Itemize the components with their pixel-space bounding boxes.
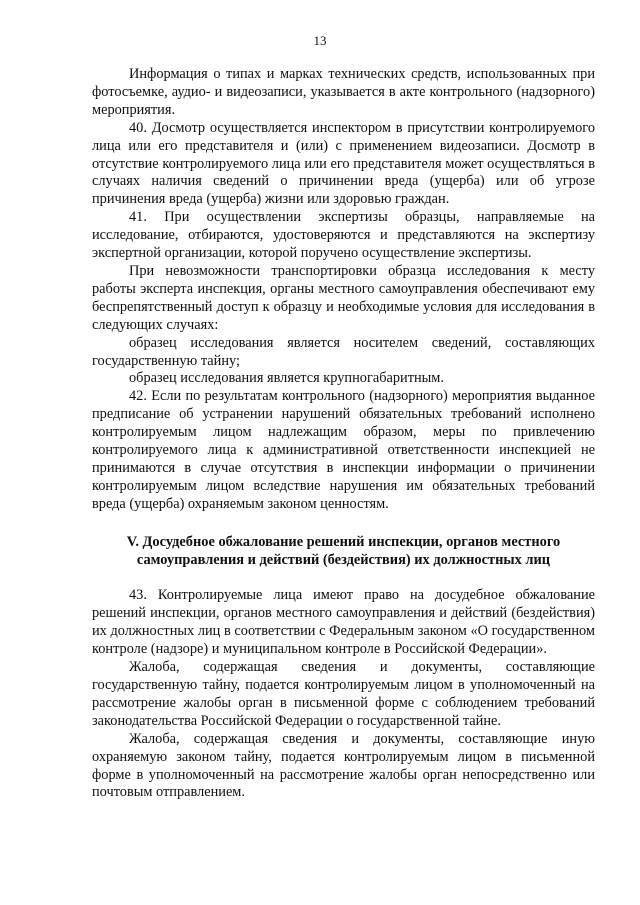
paragraph-transport-impossible: При невозможности транспортировки образца исследования к месту работы эксперта инспекция, органы местного самоуправления обеспечивают ему беспрепятственный доступ к образцу и необходимые условия для исследования в следующих случаях: (92, 262, 595, 333)
document-body (92, 66, 595, 802)
paragraph-42-order-fulfilled: 42. Если по результатам контрольного (надзорного) мероприятия выданное предписание об устранении нарушений обязательных требований исполнено контролируемым лицом надлежащим образом, меры по привлечению контролируемого лица к административной ответственности инспекцией не принимаются в случае отсутствия в инспекции информации о причинении контролируемым лицом вследствие нарушения им обязательных требований вреда (ущерба) охраняемым законом ценностям. (92, 388, 595, 512)
paragraph-41-expertise: 41. При осуществлении экспертизы образцы, направляемые на исследование, отбираются, удостоверяются и представляются на экспертизу экспертной организации, которой поручено осуществление экспертизы. (92, 209, 595, 262)
section-v-heading: V. Досудебное обжалование решений инспекции, органов местного самоуправления и действий (бездействия) их должностных лиц (126, 533, 561, 568)
paragraph-40-inspection: 40. Досмотр осуществляется инспектором в присутствии контролируемого лица или его представителя и (или) с применением видеозаписи. Досмотр в отсутствие контролируемого лица или его представителя может осуществляться в случаях наличия сведений о причинении вреда (ущерба) или об угрозе причинения вреда (ущерба) жизни или здоровью граждан. (92, 119, 595, 208)
paragraph-large-sample: образец исследования является крупногабаритным. (129, 370, 444, 387)
paragraph-state-secret-sample: образец исследования является носителем сведений, составляющих государственную тайну; (92, 334, 595, 369)
paragraph-43-appeal-right: 43. Контролируемые лица имеют право на досудебное обжалование решений инспекции, органов местного самоуправления и действий (бездействия) их должностных лиц в соответствии с Федеральным законом «О государственном контроле (надзоре) и муниципальном контроле в Российской Федерации». (92, 587, 595, 658)
paragraph-photo-info: Информация о типах и марках технических средств, использованных при фотосъемке, аудио- и видеозаписи, указывается в акте контрольного (надзорного) мероприятия. (92, 66, 595, 118)
paragraph-complaint-other-secret: Жалоба, содержащая сведения и документы, составляющие иную охраняемую законом тайну, подается контролируемым лицом в письменной форме в уполномоченный на рассмотрение жалобы орган непосредственно или почтовым отправлением. (92, 730, 595, 801)
paragraph-complaint-state-secret: Жалоба, содержащая сведения и документы, составляющие государственную тайну, подается контролируемым лицом в уполномоченный на рассмотрение жалобы орган в письменной форме с соблюдением требований законодательства Российской Федерации о государственной тайне. (92, 659, 595, 729)
page-number: 13 (313, 33, 327, 48)
